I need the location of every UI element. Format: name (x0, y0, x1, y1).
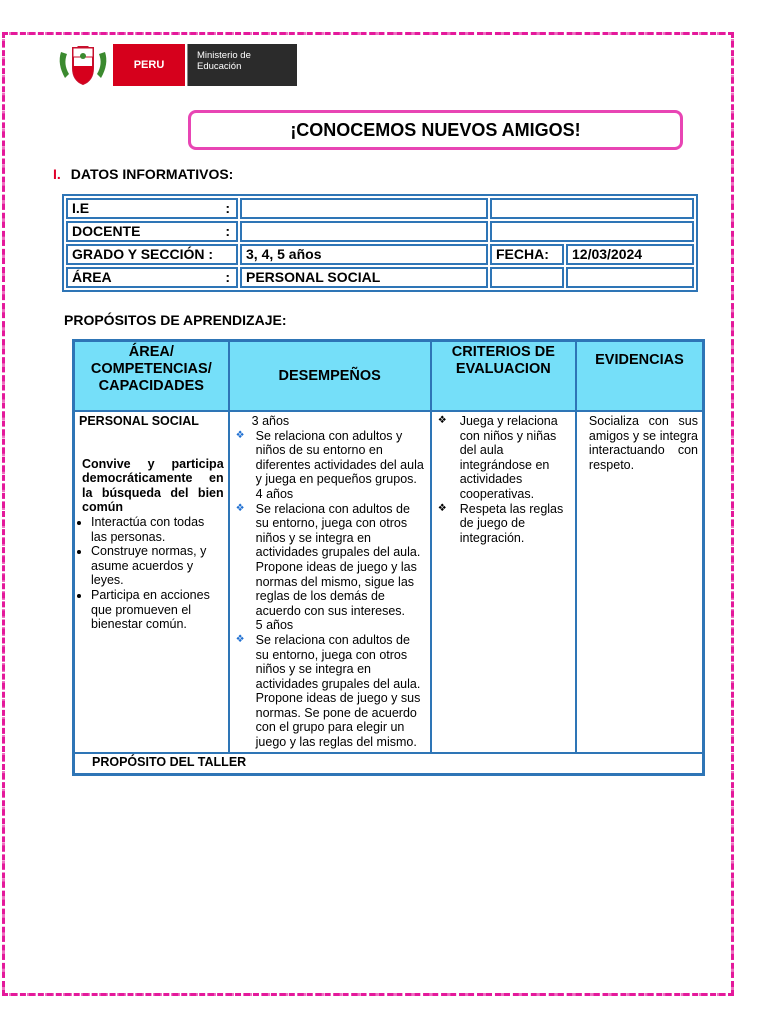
ie-value (240, 198, 488, 219)
fecha-value: 12/03/2024 (566, 244, 694, 265)
learning-purposes-table (72, 339, 705, 776)
area-colon: : (225, 269, 230, 285)
area-name: PERSONAL SOCIAL (79, 414, 199, 428)
capacity-item: • Interactúa con todas las personas. (91, 515, 224, 544)
header-desempenos: DESEMPEÑOS (229, 341, 431, 412)
diamond-bullet-icon: ❖ (437, 415, 447, 426)
table-content-row (74, 411, 704, 753)
area-extra-2 (566, 267, 694, 288)
docente-colon: : (225, 223, 230, 239)
taller-purpose: PROPÓSITO DEL TALLER (74, 753, 704, 775)
competence: Convive y participa democráticamente en la búsqueda del bien común (82, 456, 224, 515)
section-number: I. (53, 166, 61, 182)
criteria-list (436, 414, 571, 545)
perf-3-text: Se relaciona con adultos y niños de su entorno en diferentes actividades del aula y juega en pequeños grupos. (255, 428, 424, 487)
age-3-label: 3 años (251, 414, 290, 428)
fecha-label: FECHA: (490, 244, 564, 265)
section-label: DATOS INFORMATIVOS: (70, 166, 234, 182)
docente-label: DOCENTE (72, 223, 141, 239)
perf-5-list (234, 633, 426, 750)
age-5-label: 5 años (255, 618, 294, 633)
perf-3-item (234, 429, 426, 487)
ie-extra (490, 198, 694, 219)
docente-value (240, 221, 488, 242)
area-value: PERSONAL SOCIAL (240, 267, 488, 288)
diamond-bullet-icon: ❖ (437, 502, 447, 514)
desempenos-cell (229, 411, 431, 753)
capacity-item: • Construye normas, y asume acuerdos y leyes. (91, 544, 224, 588)
docente-extra (490, 221, 694, 242)
grado-label: GRADO Y SECCIÓN : (66, 244, 238, 265)
coat-of-arms-icon (55, 44, 111, 86)
perf-4-item (234, 502, 426, 619)
ministry-name (187, 44, 297, 86)
diamond-bullet-icon: ❖ (235, 633, 245, 645)
docente-label-cell (66, 221, 238, 242)
peru-label: PERU (113, 44, 185, 86)
info-row-docente (66, 221, 694, 242)
info-row-grado (66, 244, 694, 265)
grado-value: 3, 4, 5 años (240, 244, 488, 265)
area-label-cell (66, 267, 238, 288)
table-header-row (74, 341, 704, 412)
ie-colon: : (225, 200, 230, 216)
diamond-bullet-icon: ❖ (235, 502, 245, 514)
section-datos-informativos (53, 166, 233, 182)
perf-4-list (234, 502, 426, 619)
capacities-list (79, 515, 224, 632)
criteria-text: Respeta las reglas de juego de integración. (459, 501, 564, 545)
ie-label-cell (66, 198, 238, 219)
ministry-line-1: Ministerio de (197, 50, 251, 61)
criteria-item (436, 502, 571, 546)
header-area: ÁREA/ COMPETENCIAS/ CAPACIDADES (74, 341, 229, 412)
info-row-area (66, 267, 694, 288)
ie-label: I.E (72, 200, 90, 216)
criteria-item (436, 414, 571, 502)
ministry-line-2: Educación (197, 61, 242, 72)
taller-row (74, 753, 704, 775)
evidencias-cell: Socializa con sus amigos y se integra interactuando con respeto. (576, 411, 704, 753)
area-cell (74, 411, 229, 753)
area-extra-1 (490, 267, 564, 288)
capacity-item: • Participa en acciones que promueven el bienestar común. (91, 588, 224, 632)
area-label: ÁREA (72, 269, 112, 285)
ministry-logo (55, 44, 297, 86)
criteria-text: Juega y relaciona con niños y niñas del aula integrándose en actividades cooperativas. (459, 414, 558, 501)
info-row-ie (66, 198, 694, 219)
criterios-cell (431, 411, 576, 753)
perf-3-list (234, 429, 426, 487)
perf-5-text: Se relaciona con adultos de su entorno, juega con otros niños y se integra en actividades grupales del aula. Propone ideas de juego y sus normas. Se pone de acuerdo con el grupo para elegir un juego y las reglas del mismo. (255, 632, 421, 750)
perf-5-item (234, 633, 426, 750)
info-table (62, 194, 698, 292)
session-title: ¡CONOCEMOS NUEVOS AMIGOS! (188, 110, 683, 150)
diamond-bullet-icon: ❖ (235, 429, 245, 441)
purposes-heading: PROPÓSITOS DE APRENDIZAJE: (64, 312, 287, 328)
header-criterios: CRITERIOS DE EVALUACION (431, 341, 576, 412)
age-4-label: 4 años (255, 486, 294, 501)
perf-4-text: Se relaciona con adultos de su entorno, juega con otros niños y se integra en actividades grupales del aula. Propone ideas de juego y las normas del mismo, sigue las reglas de los demás de acuerdo con sus intereses. (255, 501, 421, 618)
header-evidencias: EVIDENCIAS (576, 341, 704, 412)
